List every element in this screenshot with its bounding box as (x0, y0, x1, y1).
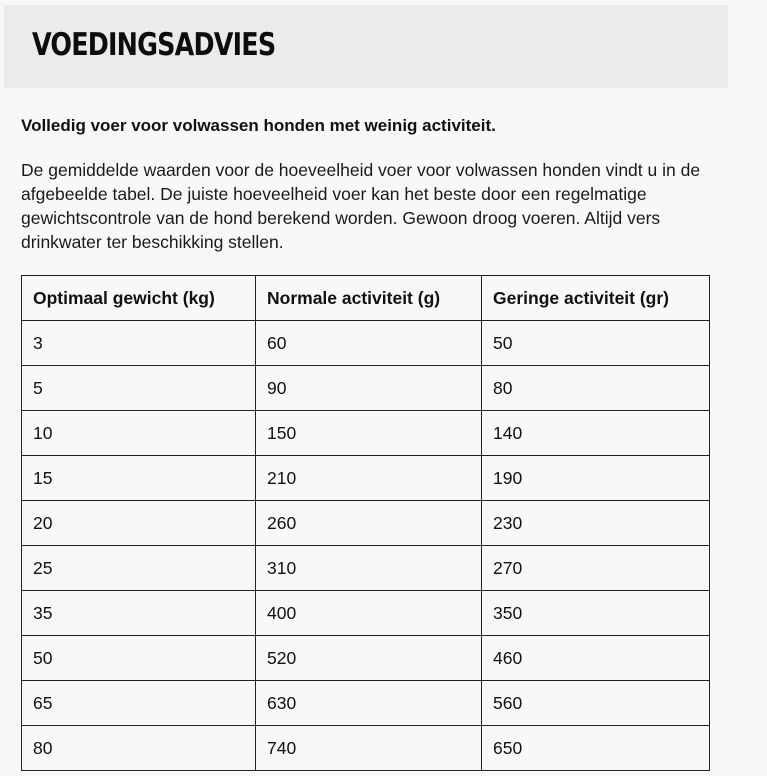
low-activity-cell: 460 (482, 636, 710, 681)
weight-cell: 5 (22, 366, 256, 411)
normal-activity-cell: 150 (256, 411, 482, 456)
low-activity-cell: 650 (482, 726, 710, 771)
table-row (22, 411, 710, 456)
weight-cell: 15 (22, 456, 256, 501)
weight-cell: 20 (22, 501, 256, 546)
table-row (22, 636, 710, 681)
weight-cell: 50 (22, 636, 256, 681)
low-activity-cell: 80 (482, 366, 710, 411)
normal-activity-cell: 400 (256, 591, 482, 636)
weight-cell: 10 (22, 411, 256, 456)
column-header-normal-activity: Normale activiteit (g) (256, 276, 482, 321)
table-row (22, 366, 710, 411)
normal-activity-cell: 260 (256, 501, 482, 546)
normal-activity-cell: 520 (256, 636, 482, 681)
feeding-table (21, 275, 710, 771)
table-row (22, 681, 710, 726)
weight-cell: 80 (22, 726, 256, 771)
weight-cell: 3 (22, 321, 256, 366)
table-row (22, 591, 710, 636)
column-header-low-activity: Geringe activiteit (gr) (482, 276, 710, 321)
low-activity-cell: 230 (482, 501, 710, 546)
normal-activity-cell: 90 (256, 366, 482, 411)
table-row (22, 726, 710, 771)
low-activity-cell: 350 (482, 591, 710, 636)
page-title: VOEDINGSADVIES (32, 27, 276, 63)
header-banner (4, 5, 728, 88)
normal-activity-cell: 60 (256, 321, 482, 366)
weight-cell: 35 (22, 591, 256, 636)
normal-activity-cell: 210 (256, 456, 482, 501)
weight-cell: 25 (22, 546, 256, 591)
table-header-row (22, 276, 710, 321)
low-activity-cell: 140 (482, 411, 710, 456)
table-row (22, 456, 710, 501)
column-header-weight: Optimaal gewicht (kg) (22, 276, 256, 321)
low-activity-cell: 50 (482, 321, 710, 366)
weight-cell: 65 (22, 681, 256, 726)
table-row (22, 321, 710, 366)
low-activity-cell: 560 (482, 681, 710, 726)
normal-activity-cell: 740 (256, 726, 482, 771)
table-row (22, 546, 710, 591)
normal-activity-cell: 630 (256, 681, 482, 726)
low-activity-cell: 270 (482, 546, 710, 591)
normal-activity-cell: 310 (256, 546, 482, 591)
low-activity-cell: 190 (482, 456, 710, 501)
product-subtitle: Volledig voer voor volwassen honden met weinig activiteit. (21, 116, 496, 135)
feeding-description: De gemiddelde waarden voor de hoeveelheid voer voor volwassen honden vindt u in de afgebeelde tabel. De juiste hoeveelheid voer kan het beste door een regelmatige gewichtscontrole van de hond berekend worden. Gewoon droog voeren. Altijd vers drinkwater ter beschikking stellen. (21, 160, 701, 252)
table-row (22, 501, 710, 546)
